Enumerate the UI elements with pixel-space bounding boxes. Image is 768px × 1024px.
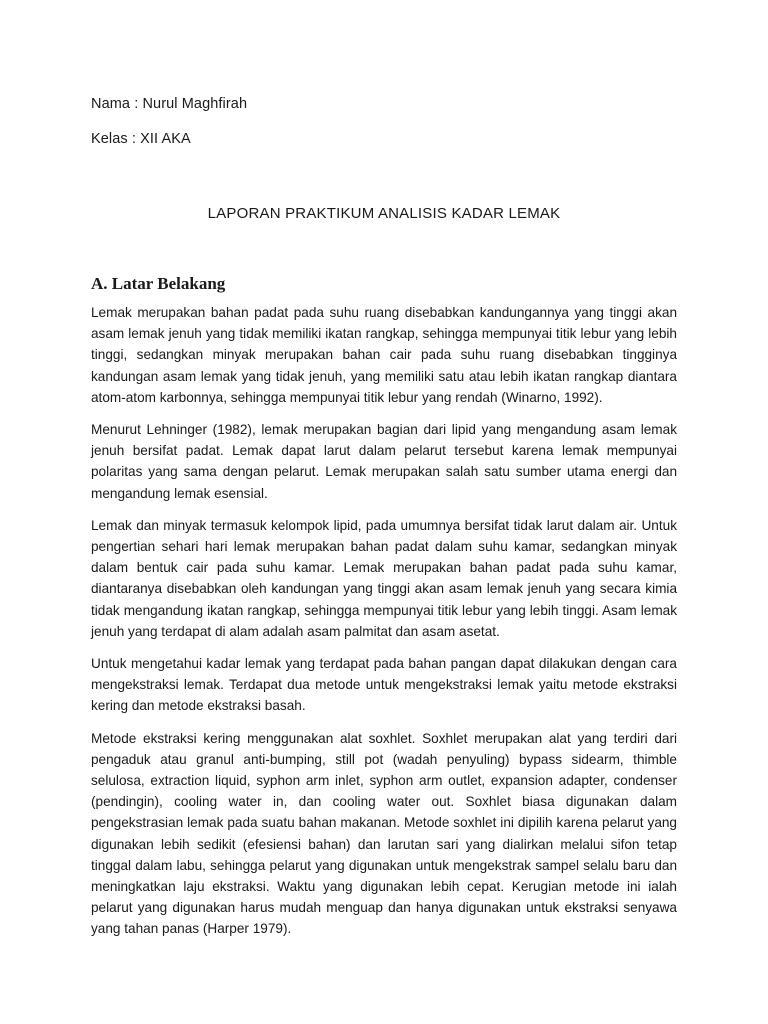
paragraph-2: Menurut Lehninger (1982), lemak merupakan bagian dari lipid yang mengandung asam lemak jenuh bersifat padat. Lemak dapat larut dalam pelarut tersebut karena lemak mempunyai polaritas yang sama dengan pelarut. Lemak merupakan salah satu sumber utama energi dan mengandung lemak esensial. — [91, 422, 677, 501]
report-title: LAPORAN PRAKTIKUM ANALISIS KADAR LEMAK — [207, 205, 561, 222]
paragraph-3: Lemak dan minyak termasuk kelompok lipid, pada umumnya bersifat tidak larut dalam air. Untuk pengertian sehari hari lemak merupakan bahan padat dalam suhu kamar, sedangkan minyak dalam bentuk cair pada suhu kamar. Lemak merupakan bahan padat pada suhu kamar, diantaranya disebabkan oleh kandungan yang tinggi akan asam lemak jenuh yang secara kimia tidak mengandung ikatan rangkap, sehingga mempunyai titik lebur yang lebih tinggi. Asam lemak jenuh yang terdapat di alam adalah asam palmitat dan asam asetat. — [91, 517, 677, 639]
section-body — [91, 302, 677, 951]
section-heading: A. Latar Belakang — [91, 274, 226, 293]
paragraph-4: Untuk mengetahui kadar lemak yang terdapat pada bahan pangan dapat dilakukan dengan cara mengekstraksi lemak. Terdapat dua metode untuk mengekstraksi lemak yaitu metode ekstraksi kering dan metode ekstraksi basah. — [91, 656, 677, 714]
student-name-line: Nama : Nurul Maghfirah — [91, 96, 248, 112]
paragraph-5: Metode ekstraksi kering menggunakan alat soxhlet. Soxhlet merupakan alat yang terdiri dari pengaduk atau granul anti-bumping, still pot (wadah penyuling) bypass sidearm, thimble selulosa, extraction liquid, syphon arm inlet, syphon arm outlet, expansion adapter, condenser (pendingin), cooling water in, dan cooling water out. Soxhlet biasa digunakan dalam pengekstrasian lemak pada suatu bahan makanan. Metode soxhlet ini dipilih karena pelarut yang digunakan lebih sedikit (efesiensi bahan) dan larutan sari yang dialirkan melalui sifon tetap tinggal dalam labu, sehingga pelarut yang digunakan untuk mengekstrak sampel selalu baru dan meningkatkan laju ekstraksi. Waktu yang digunakan lebih cepat. Kerugian metode ini ialah pelarut yang digunakan harus mudah menguap dan hanya digunakan untuk ekstraksi senyawa yang tahan panas (Harper 1979). — [91, 730, 677, 937]
student-class-line: Kelas : XII AKA — [91, 131, 191, 147]
paragraph-1: Lemak merupakan bahan padat pada suhu ruang disebabkan kandungannya yang tinggi akan asam lemak jenuh yang tidak memiliki ikatan rangkap, sehingga mempunyai titik lebur yang lebih tinggi, sedangkan minyak merupakan bahan cair pada suhu ruang disebabkan tingginya kandungan asam lemak yang tidak jenuh, yang memiliki satu atau lebih ikatan rangkap diantara atom-atom karbonnya, sehingga mempunyai titik lebur yang rendah (Winarno, 1992). — [91, 305, 677, 405]
